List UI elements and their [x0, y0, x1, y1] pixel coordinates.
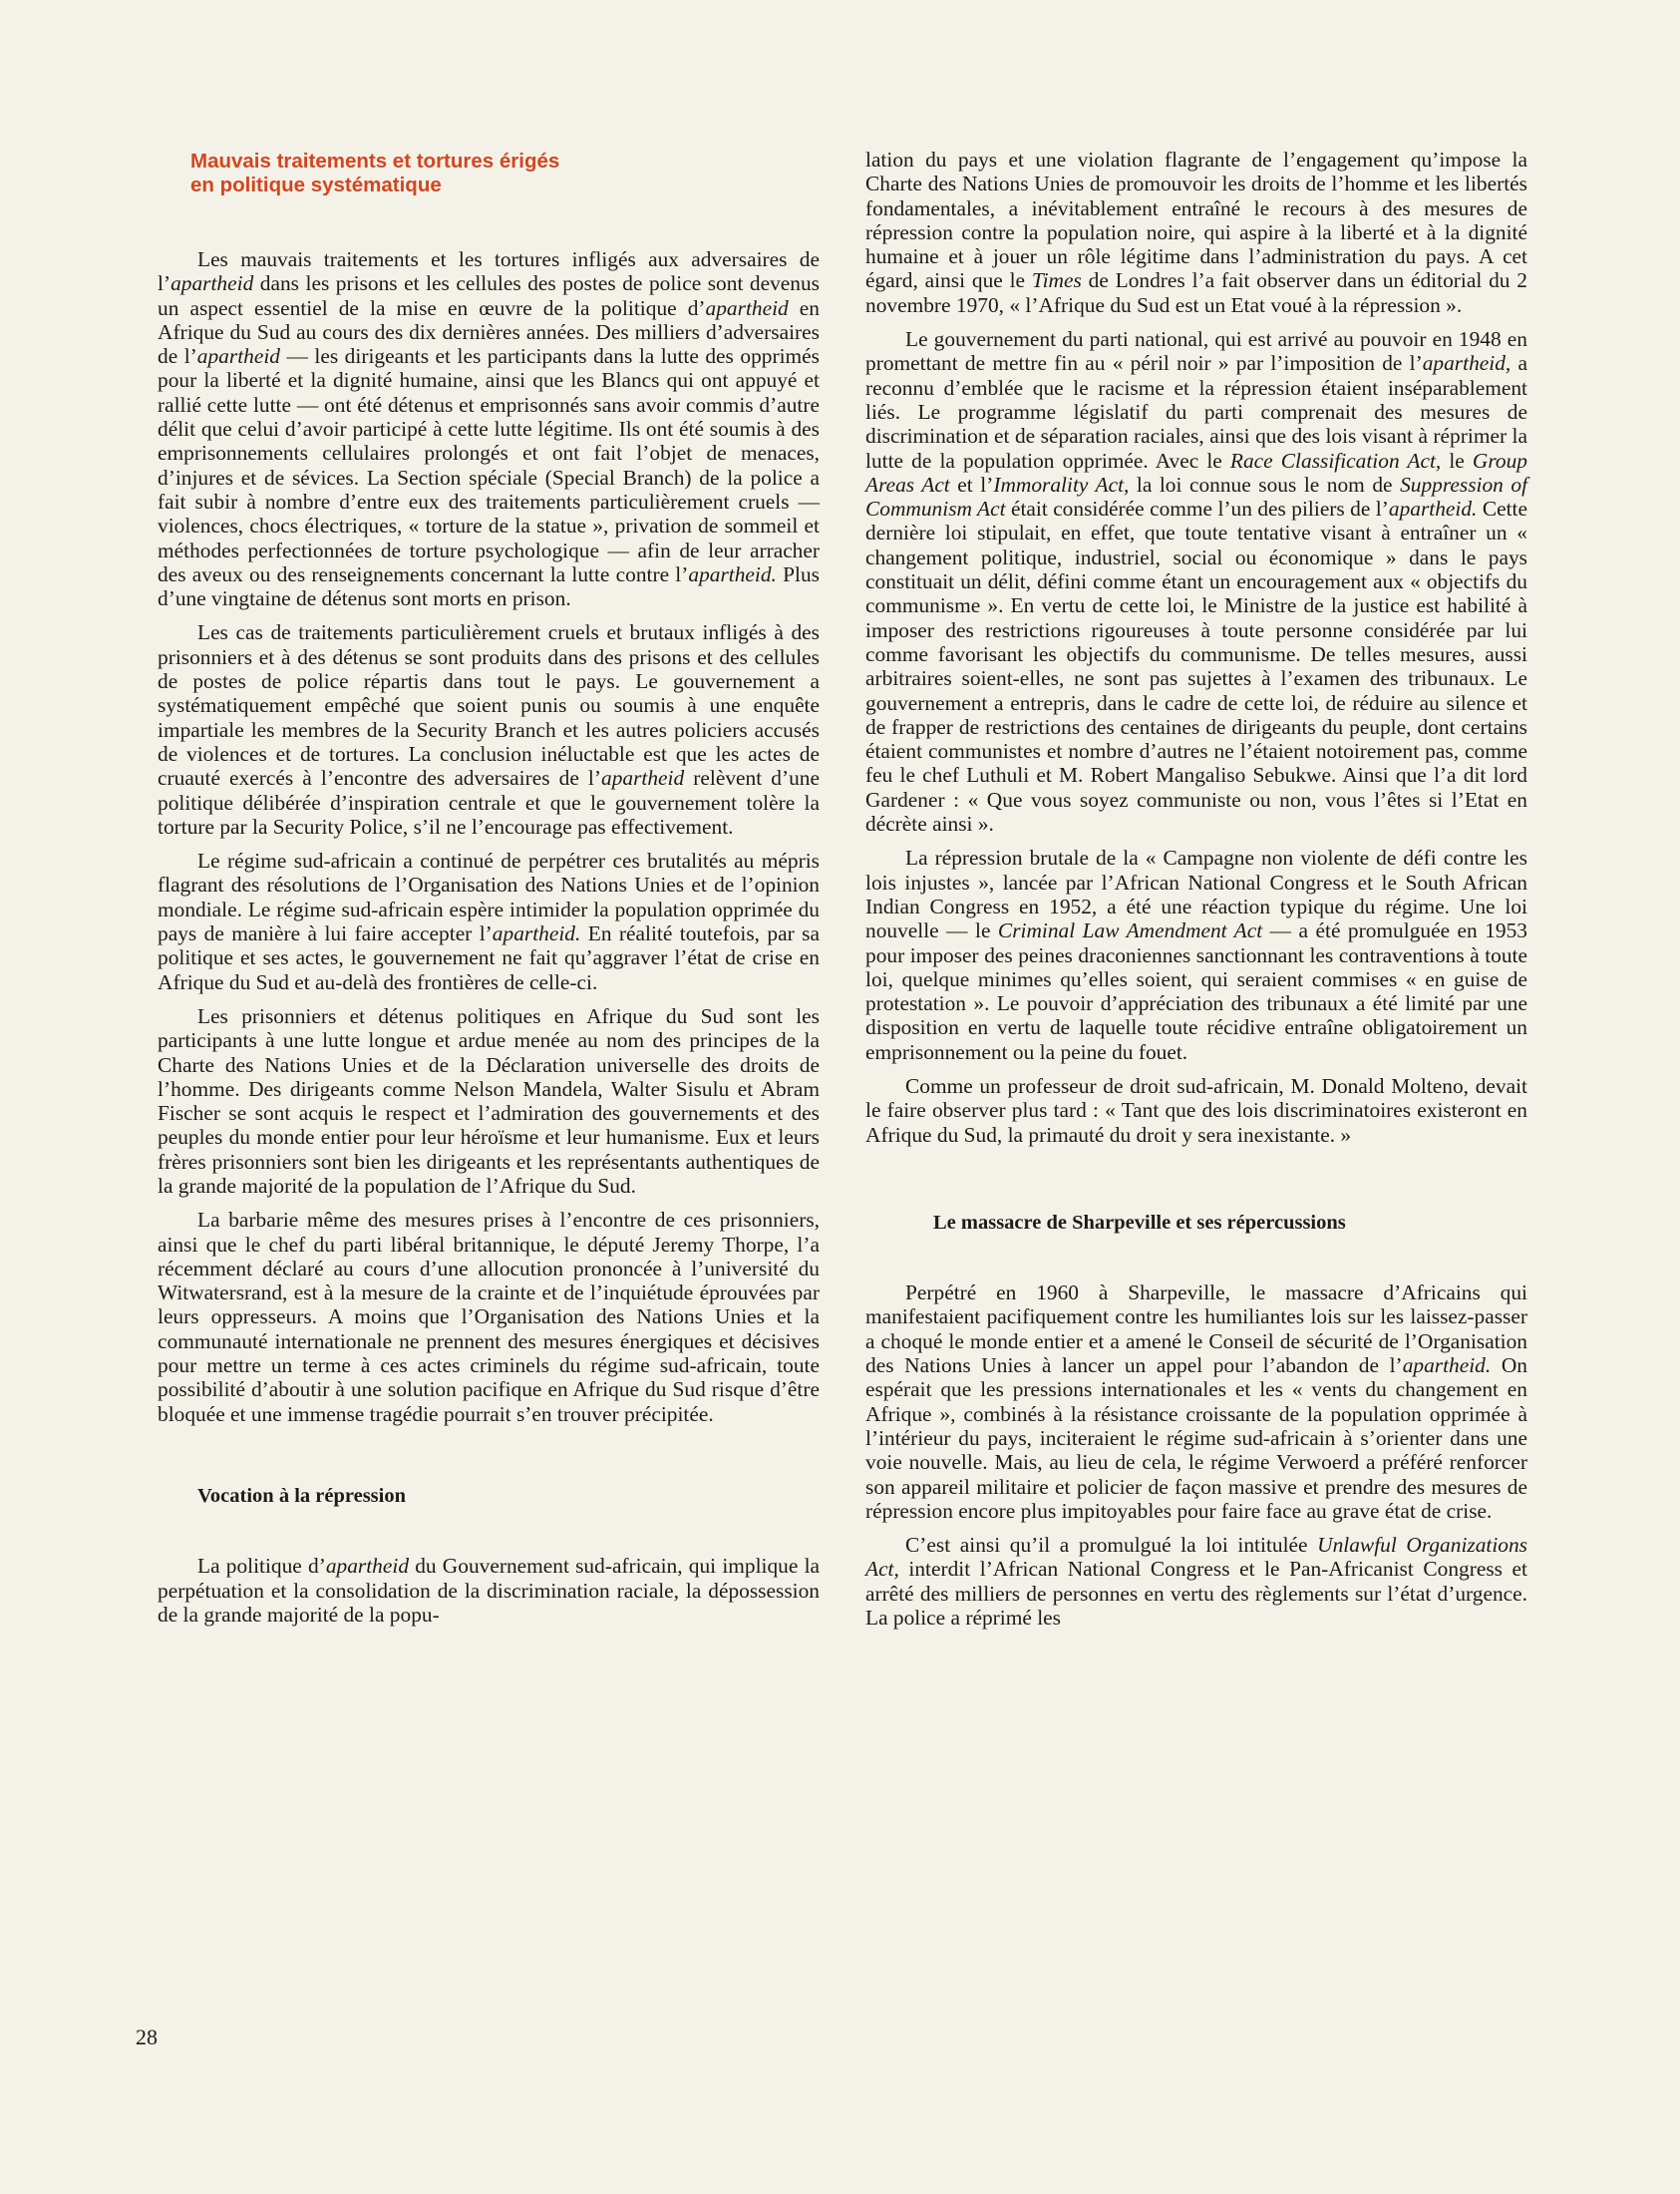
italic-run: Criminal Law Amendment Act — [997, 918, 1263, 943]
italic-run: apartheid — [196, 344, 280, 369]
italic-run: apartheid, — [1422, 351, 1512, 376]
left-paragraphs-2 — [158, 1554, 820, 1627]
paragraph — [865, 148, 1527, 317]
page-number: 28 — [136, 2024, 158, 2049]
text-run: Cette dernière loi stipulait, en effet, que toute tentative visant à entraîner un « changement politique, industriel, social ou économique » dans le pays constituait un délit, défini comme étant un encouragement aux « objectifs du communisme ». En vertu de cette loi, le Ministre de la justice est habilité à imposer des restrictions rigoureuses à toute personne considérée par lui comme favorisant les objectifs du communisme. De telles mesures, aussi arbitraires soient-elles, ne sont pas sujettes à l’examen des tribunaux. Le gouvernement a entrepris, dans le cadre de cette loi, de réduire au silence et de frapper de restrictions des centaines de dirigeants du peuple, dont certains étaient communistes et nombre d’autres ne l’étaient notoirement pas, comme feu le chef Luthuli et M. Robert Mangaliso Sebukwe. Ainsi que l’a dit lord Gardener : « Que vous soyez communiste ou non, vous l’êtes si l’Etat en décrète ainsi ». — [865, 497, 1527, 837]
italic-run: apartheid. — [688, 561, 777, 586]
italic-run: apartheid. — [492, 921, 581, 946]
italic-run: Suppression of Communism Act — [865, 472, 1528, 522]
text-run: de Londres l’a fait observer dans un éditorial du 2 novembre 1970, « l’Afrique du Sud est un Etat voué à la répression ». — [865, 268, 1527, 317]
text-run: — les dirigeants et les participants dans la lutte des opprimés pour la liberté et la dignité humaine, ainsi que les Blancs qui ont appuyé et rallié cette lutte — ont été détenus et emprisonnés sans avoir commis d’autre délit que celui d’avoir participé à cette lutte légitime. Ils ont été soumis à des emprisonnements cellulaires prolongés et ont fait l’objet de menaces, d’injures et de sévices. La Section spéciale (Special Branch) de la police a fait subir à nombre d’entre eux des traitements particulièrement cruels — violences, chocs électriques, « torture de la statue », privation de sommeil et méthodes perfectionnées de torture psychologique — afin de leur arracher des aveux ou des renseignements concernant la lutte contre l’ — [158, 344, 820, 586]
paragraph — [158, 247, 820, 610]
text-run: Les cas de traitements particulièrement cruels et brutaux infligés à des prisonniers et à des détenus se sont produits dans des prisons et des cellules de postes de police répartis dans tout le pays. Le gouvernement a systématiquement empêché que soient punis ou soumis à une enquête impartiale les membres de la Security Branch et les autres policiers accusés de violences et de tortures. La conclusion inéluctable est que les actes de cruauté exercés à l’encontre des adversaires de l’ — [158, 620, 820, 791]
italic-run: apartheid — [601, 766, 685, 791]
text-run: La barbarie même des mesures prises à l’encontre de ces prisonniers, ainsi que le chef du parti libéral britannique, le député Jeremy Thorpe, l’a récemment déclaré au cours d’une allocution prononcée à l’université du Witwatersrand, est à la mesure de la crainte et de l’inquiétude éprouvées par leurs oppresseurs. A moins que l’Organisation des Nations Unies et la communauté internationale ne prennent des mesures énergiques et décisives pour mettre un terme à ces actes criminels du régime sud-africain, toute possibilité d’aboutir à une solution pacifique en Afrique du Sud risque d’être bloquée et une immense tragédie pourrait s’en trouver précipitée. — [158, 1208, 820, 1426]
paragraph — [865, 1074, 1527, 1147]
text-run: C’est ainsi qu’il a promulgué la loi intitulée — [905, 1533, 1318, 1558]
paragraph — [865, 327, 1527, 836]
italic-run: Unlawful Organizations Act, — [865, 1533, 1528, 1582]
text-run: Le gouvernement du parti national, qui est arrivé au pouvoir en 1948 en promettant de mettre fin au « péril noir » par l’imposition de l’ — [865, 327, 1527, 376]
heading-line-2: en politique systématique — [190, 174, 442, 196]
text-run: dans les prisons et les cellules des postes de police sont devenus un aspect essentiel de la mise en œuvre de la politique d’ — [158, 271, 820, 320]
text-run: du Gouvernement sud-africain, qui implique la perpétuation et la consolidation de la discrimination raciale, la dépossession de la grande majorité de la popu- — [158, 1554, 821, 1627]
italic-run: apartheid — [170, 271, 254, 296]
text-run: En réalité toutefois, par sa politique et ses actes, le gouvernement ne fait qu’aggraver l’état de crise en Afrique du Sud et au-delà des frontières de celle-ci. — [158, 921, 820, 994]
text-run: a reconnu d’emblée que le racisme et la répression étaient inséparablement liés. Le programme législatif du parti comprenait des mesures de discrimination et de séparation raciales, ainsi que des lois visant à réprimer la lutte de la population opprimée. Avec le — [865, 351, 1528, 473]
paragraph — [158, 849, 820, 994]
italic-run: apartheid — [705, 295, 789, 320]
text-run: Les prisonniers et détenus politiques en Afrique du Sud sont les participants à une lutte longue et ardue menée au nom des principes de la Charte des Nations Unies et de la Déclaration universelle des droits de l’homme. Des dirigeants comme Nelson Mandela, Walter Sisulu et Abram Fischer se sont acquis le respect et l’admiration des gouvernements et des peuples du monde entier pour leur héroïsme et leur humanisme. Eux et leurs frères prisonniers sont bien les dirigeants et les représentants authentiques de la grande majorité de la population de l’Afrique du Sud. — [158, 1003, 820, 1198]
text-run: en Afrique du Sud au cours des dix dernières années. Des milliers d’adversaires de l’ — [158, 295, 820, 369]
paragraph — [865, 1280, 1527, 1523]
text-run: la loi connue sous le nom de — [1129, 472, 1401, 497]
text-run: le — [1441, 448, 1473, 473]
paragraph — [158, 620, 820, 839]
italic-run: Times — [1031, 268, 1082, 293]
text-run: interdit l’African National Congress et le Pan-Africanist Congress et arrêté des milliers de personnes en vertu des règlements sur l’état d’urgence. La police a réprimé les — [865, 1557, 1527, 1631]
text-run: lation du pays et une violation flagrante de l’engagement qu’impose la Charte des Nations Unies de promouvoir les droits de l’homme et les libertés fondamentales, a inévitablement entraîné le recours à des mesures de répression contre la population noire, qui aspire à la liberté et à la dignité humaine et à jouer un rôle légitime dans l’administration du pays. A cet égard, ainsi que le — [865, 148, 1527, 293]
section-heading-torture — [190, 150, 820, 197]
text-run: Comme un professeur de droit sud-africain, M. Donald Molteno, devait le faire observer plus tard : « Tant que des lois discriminatoires existeront en Afrique du Sud, la primauté du droit y sera inexistante. » — [865, 1073, 1527, 1147]
text-run: Les mauvais traitements et les tortures infligés aux adversaires de l’ — [158, 247, 820, 296]
subheading-sharpeville: Le massacre de Sharpeville et ses répercussions — [933, 1211, 1346, 1234]
italic-run: Race Classification Act, — [1229, 448, 1442, 473]
paragraph — [865, 846, 1527, 1064]
italic-run: apartheid. — [1388, 497, 1478, 522]
text-run: et l’ — [949, 472, 994, 497]
text-run: La politique d’ — [197, 1554, 326, 1579]
text-run: relèvent d’une politique délibérée d’inspiration centrale et que le gouvernement tolère la torture par la Security Police, s’il ne l’encourage pas effectivement. — [158, 766, 820, 839]
left-column — [158, 148, 820, 1637]
paragraph — [158, 1208, 820, 1426]
subheading-vocation: Vocation à la répression — [197, 1484, 406, 1507]
text-run: — a été promulguée en 1953 pour imposer des peines draconiennes sanctionnant les contraventions à toute loi, quelque minimes qu’elles soient, qui seraient commises « en guise de protestation ». Le pouvoir d’appréciation des tribunaux a été limité par une disposition en vertu de laquelle toute récidive entraîne obligatoirement un emprisonnement ou la peine du fouet. — [865, 918, 1528, 1064]
right-paragraphs-1 — [865, 148, 1527, 1147]
text-run: Perpétré en 1960 à Sharpeville, le massacre d’Africains qui manifestaient pacifiquement contre les humiliantes lois sur les laissez-passer a choqué le monde entier et a amené le Conseil de sécurité de l’Organisation des Nations Unies à lancer un appel pour l’abandon de l’ — [865, 1280, 1527, 1378]
italic-run: Immorality Act, — [993, 472, 1130, 497]
text-run: était considérée comme l’un des piliers de l’ — [1005, 497, 1389, 522]
text-run: La répression brutale de la « Campagne non violente de défi contre les lois injustes », lancée par l’African National Congress et le South African Indian Congress en 1952, a été une réaction typique du régime. Une loi nouvelle — le — [865, 846, 1527, 943]
text-run: Le régime sud-africain a continué de perpétrer ces brutalités au mépris flagrant des résolutions de l’Organisation des Nations Unies et de l’opinion mondiale. Le régime sud-africain espère intimider la population opprimée du pays de manière à lui faire accepter l’ — [158, 849, 820, 946]
italic-run: Group Areas Act — [865, 448, 1527, 497]
right-column — [865, 148, 1527, 1640]
paragraph — [158, 1554, 820, 1627]
italic-run: apartheid. — [1402, 1353, 1492, 1378]
italic-run: apartheid — [325, 1554, 410, 1579]
paragraph — [865, 1533, 1527, 1630]
right-paragraphs-2 — [865, 1280, 1527, 1630]
left-paragraphs-1 — [158, 247, 820, 1426]
heading-line-1: Mauvais traitements et tortures érigés — [190, 150, 560, 173]
text-run: On espérait que les pressions internationales et les « vents du changement en Afrique », combinés à la résistance croissante de la population opprimée à l’intérieur du pays, inciteraient le régime sud-africain à s’orienter dans une voie nouvelle. Mais, au lieu de cela, le régime Verwoerd a préféré renforcer son appareil militaire et policier de façon massive et prendre des mesures de répression encore plus impitoyables pour faire face au grave état de crise. — [865, 1353, 1527, 1523]
paragraph — [158, 1004, 820, 1198]
text-run: Plus d’une vingtaine de détenus sont morts en prison. — [158, 561, 820, 611]
